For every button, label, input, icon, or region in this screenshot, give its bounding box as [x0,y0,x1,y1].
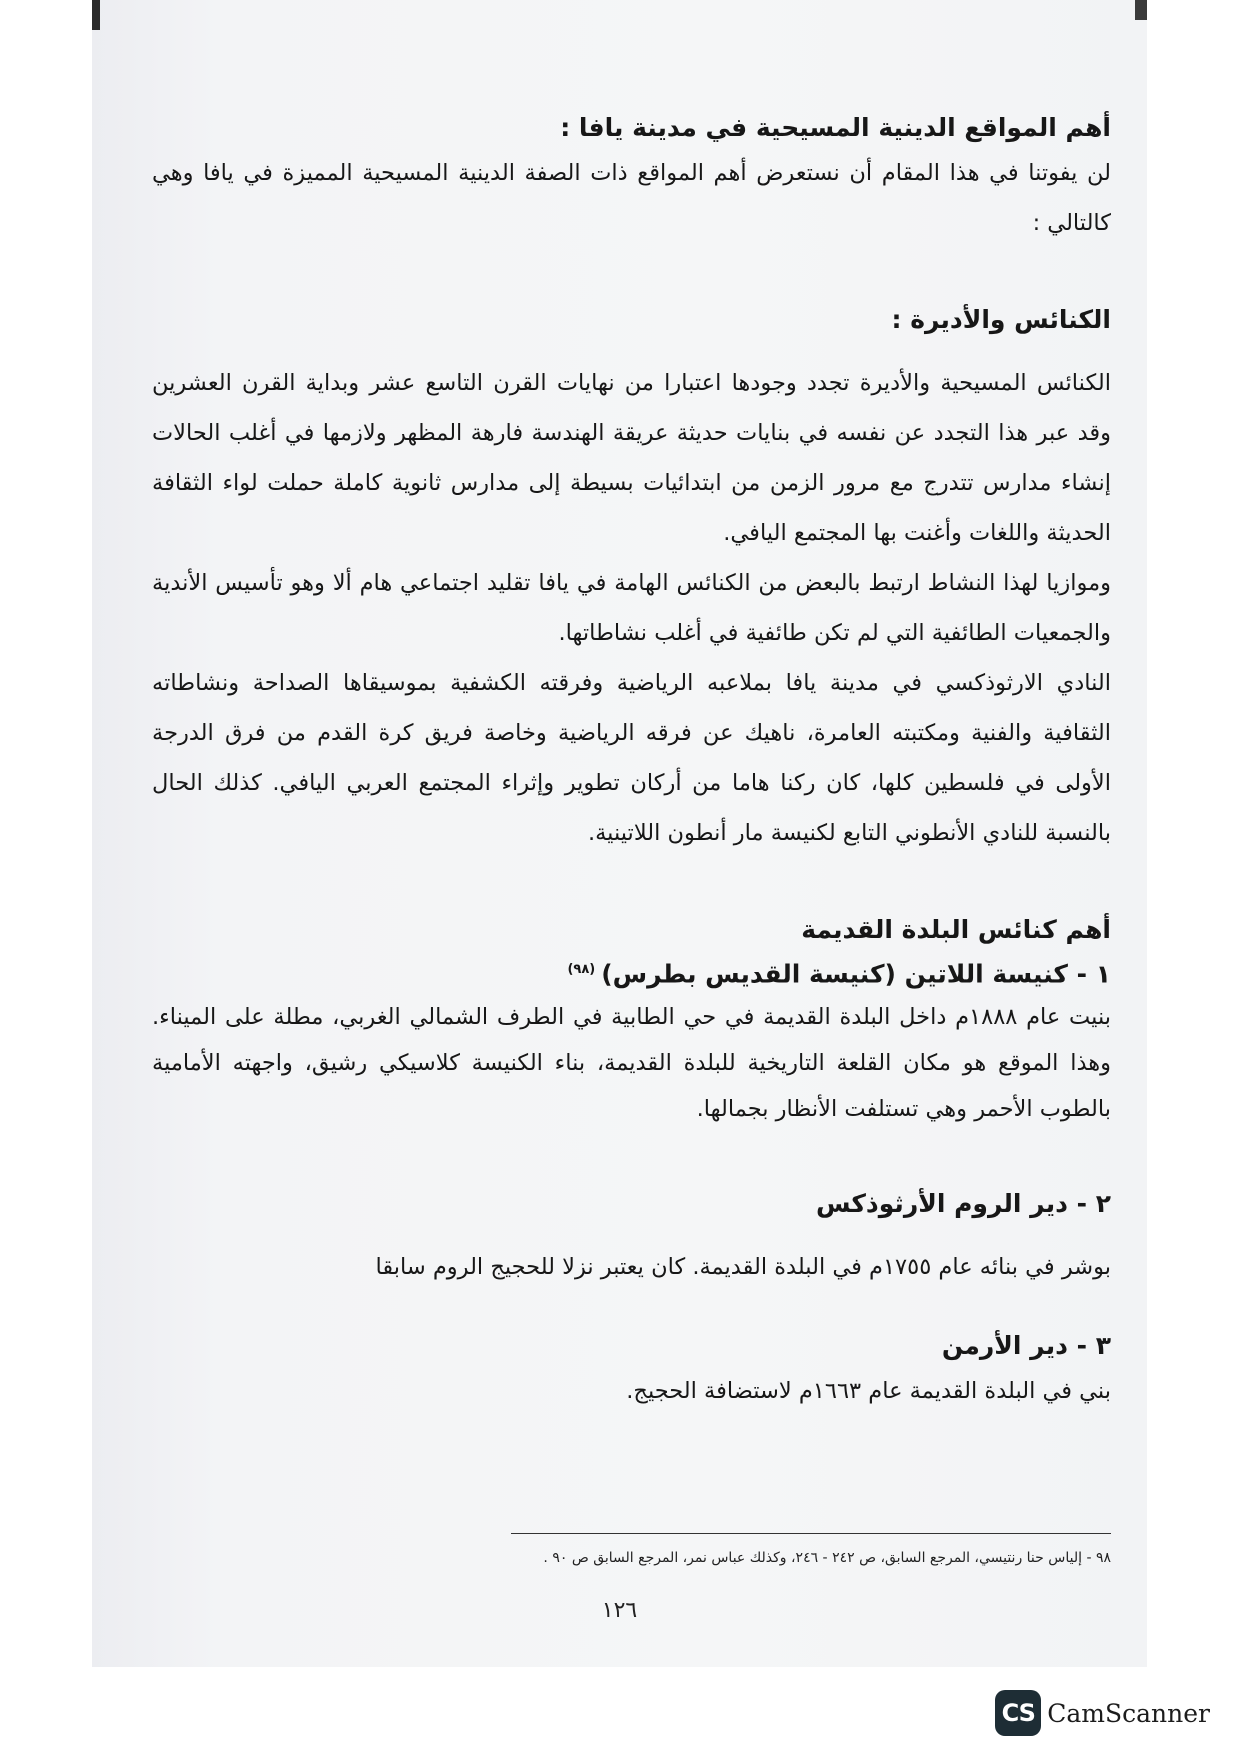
section-heading-old-city-churches: أهم كنائس البلدة القديمة [801,915,1111,944]
book-page [92,0,1147,1667]
footnote-divider [511,1533,1111,1534]
latin-church-text: بنيت عام ١٨٨٨م داخل البلدة القديمة في حي الطابية في الطرف الشمالي الغربي، مطلة على الميناء. وهذا الموقع هو مكان القلعة التاريخية للبلدة القديمة، بناء الكنيسة كلاسيكي رشيق، واجهته الأمامية بالطوب الأحمر وهي تستلفت الأنظار بجمالها. [152,1004,1111,1123]
spacer [152,1292,1111,1326]
item-heading-greek-orthodox-monastery: ٢ - دير الروم الأرثوذكس [816,1189,1111,1219]
armenian-monastery-text: بني في البلدة القديمة عام ١٦٦٣م لاستضافة الحجيج. [626,1378,1111,1405]
spacer [152,248,1111,300]
item-heading-latin-church [152,950,1111,994]
section-heading-religious-sites: أهم المواقع الدينية المسيحية في مدينة يافا : [560,113,1111,142]
camscanner-logo-icon: CS [995,1690,1041,1736]
section-heading-churches-monasteries: الكنائس والأديرة : [891,305,1111,334]
camscanner-watermark [995,1690,1210,1736]
spacer [152,1132,1111,1184]
footnote-ref: (٩٨) [567,962,596,977]
churches-paragraph-2: وموازيا لهذا النشاط ارتبط بالبعض من الكنائس الهامة في يافا تقليد اجتماعي هام ألا وهو تأسيس الأندية والجمعيات الطائفية التي لم تكن طائفية في أغلب نشاطاتها. [152,570,1111,646]
intro-paragraph: لن يفوتنا في هذا المقام أن نستعرض أهم المواقع ذات الصفة الدينية المسيحية المميزة في يافا وهي كالتالي : [152,160,1111,236]
page-edge-shadow [92,0,100,30]
item-heading-latin-church-text: ١ - كنيسة اللاتين (كنيسة القديس بطرس) [601,959,1111,989]
churches-paragraph-3: النادي الارثوذكسي في مدينة يافا بملاعبه الرياضية وفرقته الكشفية بموسيقاها الصداحة ونشاطاته الثقافية والفنية ومكتبته العامرة، ناهيك عن فرقه الرياضية وخاصة فريق كرة القدم من فرق الدرجة الأولى في فلسطين كلها، كان ركنا هاما من أركان تطوير وإثراء المجتمع العربي اليافي. كذلك الحال بالنسبة للنادي الأنطوني التابع لكنيسة مار أنطون اللاتينية. [152,670,1111,846]
footnote: ٩٨ - إلياس حنا رنتيسي، المرجع السابق، ص ٢٤٢ - ٢٤٦، وكذلك عباس نمر، المرجع السابق ص ٩٠ . [543,1550,1111,1566]
greek-orthodox-monastery-text: بوشر في بنائه عام ١٧٥٥م في البلدة القديمة. كان يعتبر نزلا للحجيج الروم سابقا [375,1254,1111,1281]
page-content [152,108,1111,1416]
spacer [152,340,1111,358]
camscanner-wordmark: CamScanner [1047,1698,1210,1728]
page-number: ١٢٦ [601,1598,638,1623]
churches-paragraph-1: الكنائس المسيحية والأديرة تجدد وجودها اعتبارا من نهايات القرن التاسع عشر وبداية القرن العشرين وقد عبر هذا التجدد عن نفسه في بنايات حديثة عريقة الهندسة فارهة المظهر ولازمها في أغلب الحالات إنشاء مدارس تتدرج مع مرور الزمن من ابتدائيات بسيطة إلى مدارس ثانوية كاملة حملت لواء الثقافة الحديثة واللغات وأغنت بها المجتمع اليافي. [152,370,1111,546]
page-edge-shadow-right [1135,0,1147,20]
item-heading-armenian-monastery: ٣ - دير الأرمن [941,1331,1111,1361]
spacer [152,1224,1111,1242]
spacer [152,858,1111,910]
